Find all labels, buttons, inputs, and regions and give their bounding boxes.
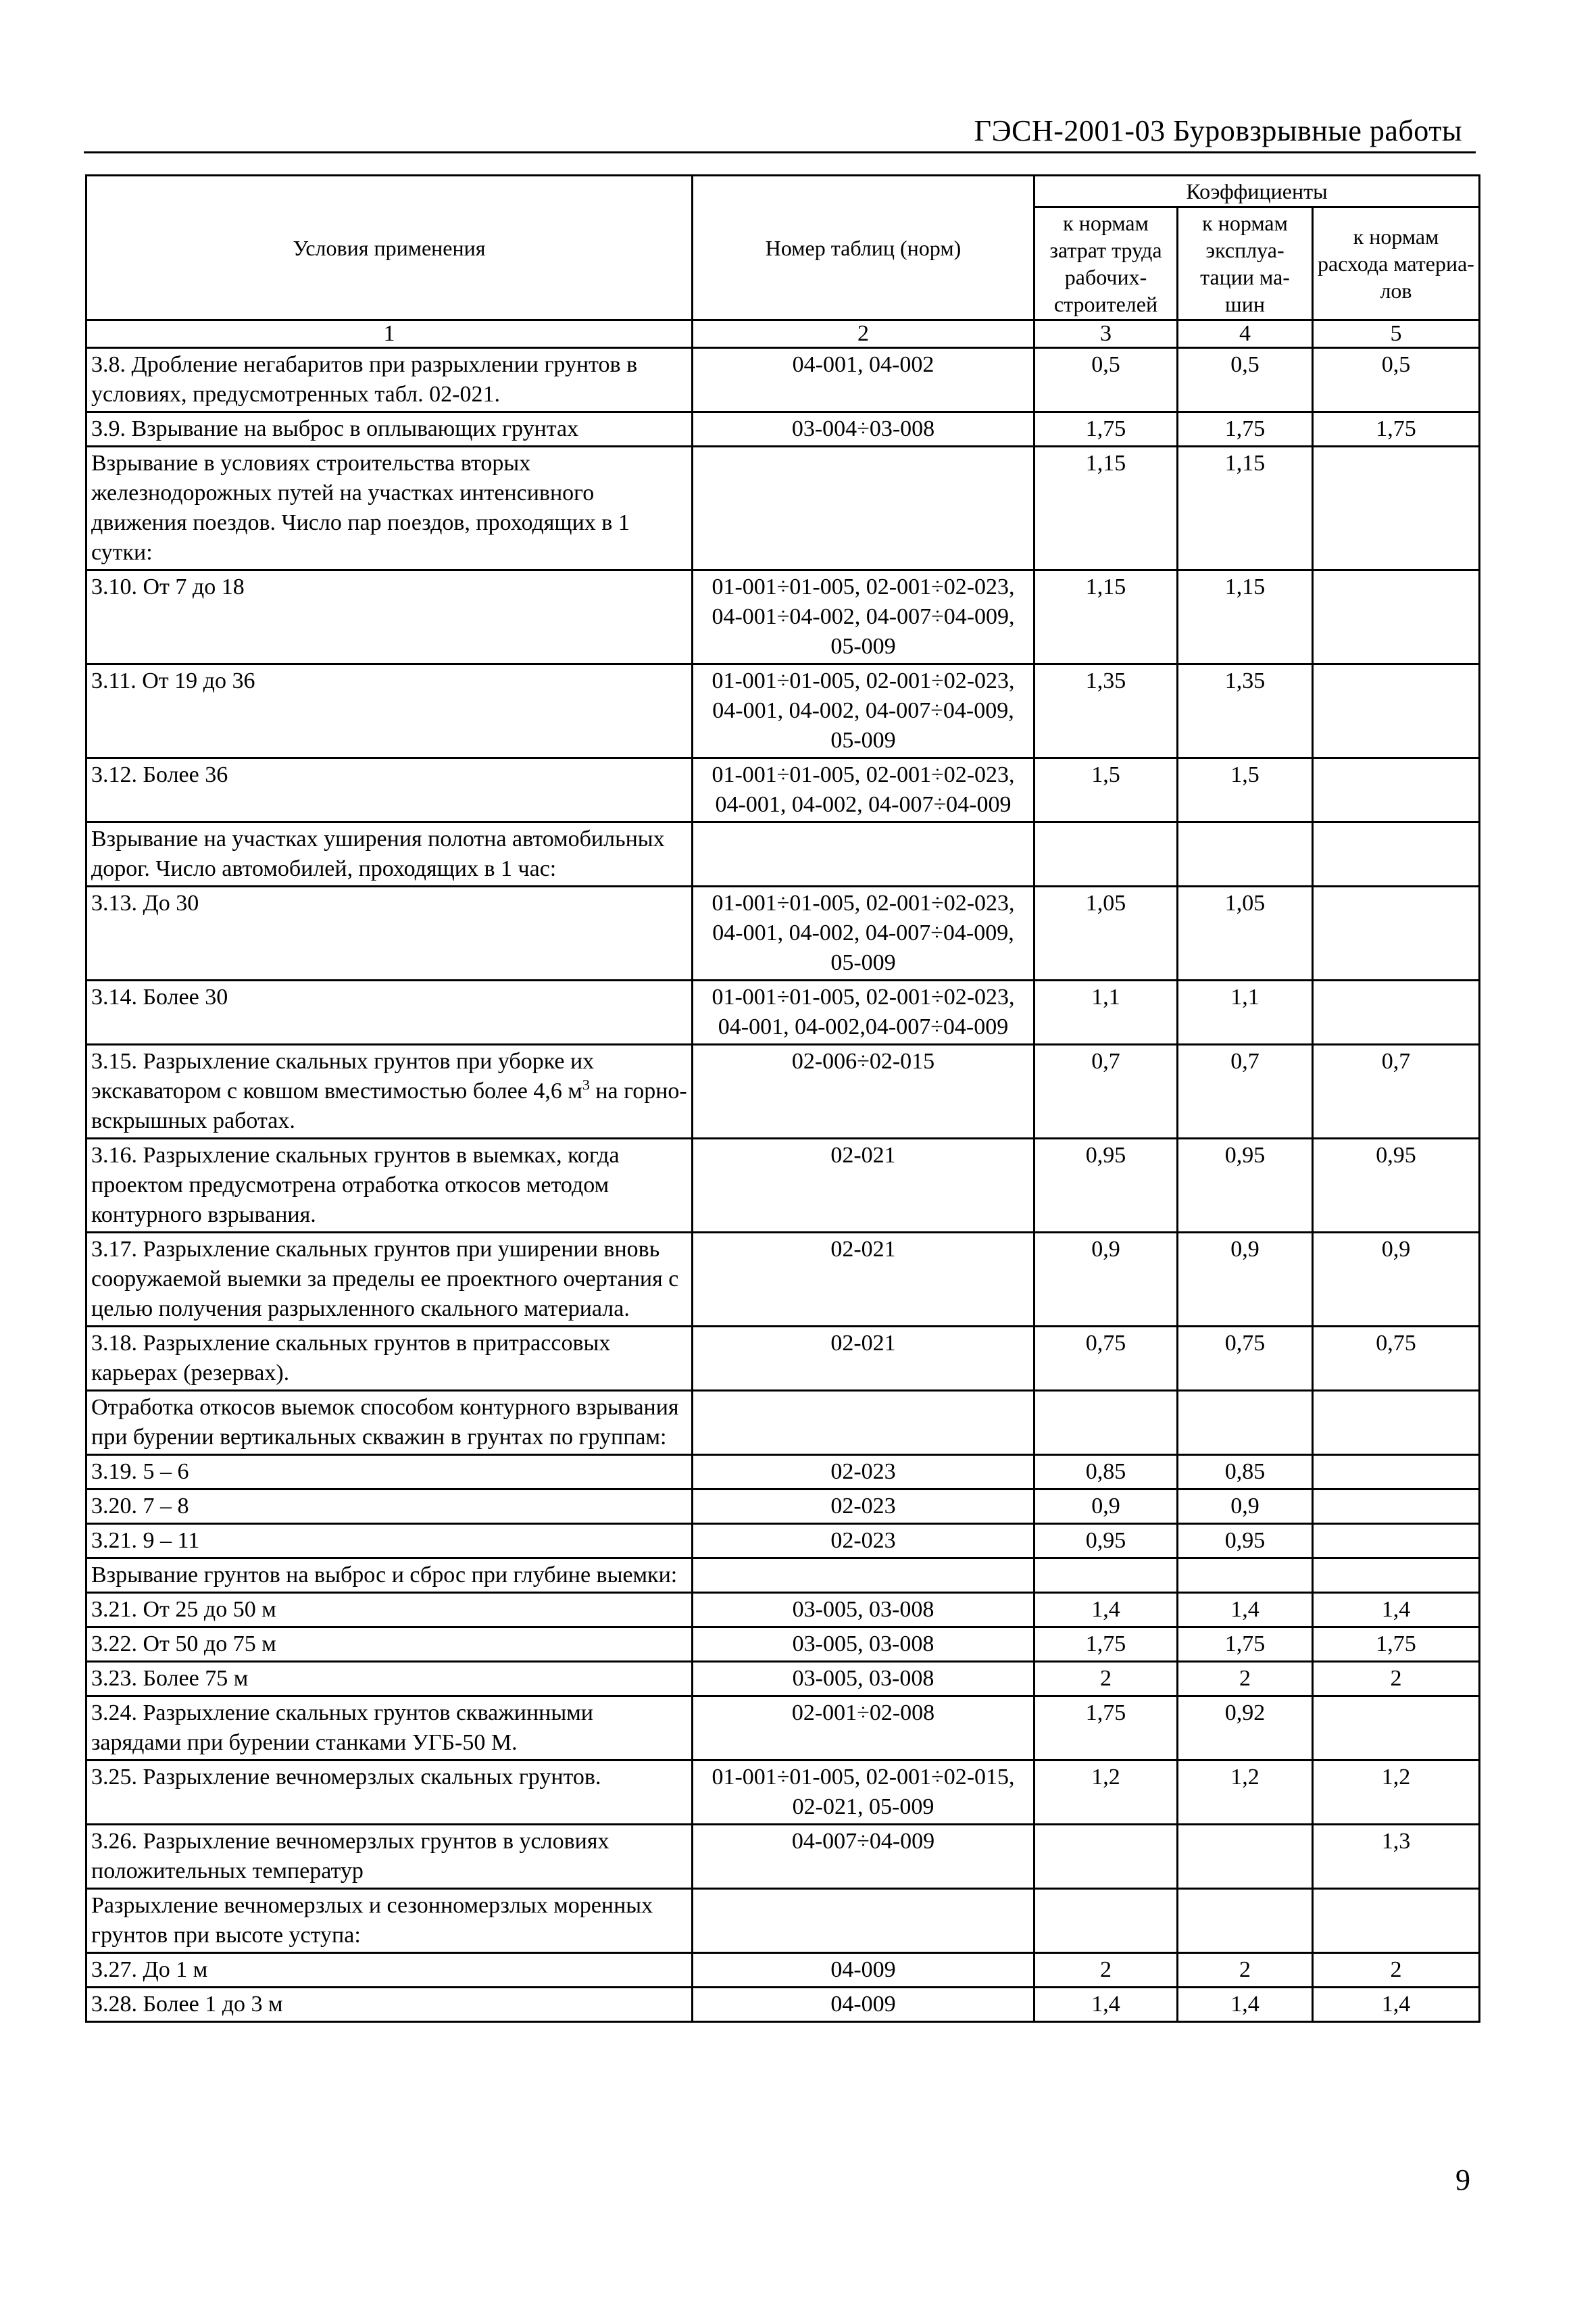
table-row [86, 1045, 1480, 1139]
page-number: 9 [1455, 2163, 1470, 2196]
coefficients-table [85, 174, 1480, 2023]
materials-coefficient-cell [1313, 1558, 1480, 1593]
condition-cell: Взрывание в условиях строительства вторых железнодорожных путей на участках интенсивного движения поездов. Число пар поездов, проходящих в 1 сутки: [86, 447, 693, 570]
machines-coefficient-cell: 1,4 [1178, 1988, 1313, 2022]
table-numbers-cell: 01-001÷01-005, 02-001÷02-023, 04-001, 04-002,04-007÷04-009 [693, 981, 1034, 1045]
machines-coefficient-cell: 1,5 [1178, 758, 1313, 822]
table-row [86, 447, 1480, 570]
labor-coefficient-cell: 1,05 [1034, 887, 1178, 981]
condition-cell: 3.16. Разрыхление скальных грунтов в выемках, когда проектом предусмотрена отработка откосов методом контурного взрывания. [86, 1139, 693, 1233]
table-row [86, 1696, 1480, 1761]
header-coefficients: Коэффициенты [1034, 176, 1480, 207]
materials-coefficient-cell [1313, 1455, 1480, 1490]
labor-coefficient-cell: 0,95 [1034, 1139, 1178, 1233]
labor-coefficient-cell: 2 [1034, 1953, 1178, 1988]
condition-cell: Разрыхление вечномерзлых и сезонномерзлых моренных грунтов при высоте уступа: [86, 1889, 693, 1953]
condition-cell: 3.10. От 7 до 18 [86, 570, 693, 664]
table-row [86, 1662, 1480, 1696]
table-numbers-cell: 02-023 [693, 1524, 1034, 1558]
machines-coefficient-cell: 1,15 [1178, 570, 1313, 664]
table-row [86, 758, 1480, 822]
machines-coefficient-cell: 0,9 [1178, 1233, 1313, 1327]
labor-coefficient-cell: 1,35 [1034, 664, 1178, 758]
machines-coefficient-cell: 0,95 [1178, 1139, 1313, 1233]
header-machines: к нормам эксплуа-тации ма-шин [1178, 207, 1313, 320]
labor-coefficient-cell: 0,9 [1034, 1233, 1178, 1327]
table-numbers-cell: 04-009 [693, 1988, 1034, 2022]
table-numbers-cell: 01-001÷01-005, 02-001÷02-023, 04-001, 04-002, 04-007÷04-009 [693, 758, 1034, 822]
running-title: ГЭСН-2001-03 Буровзрывные работы [974, 114, 1462, 147]
labor-coefficient-cell: 1,5 [1034, 758, 1178, 822]
table-numbers-cell [693, 1558, 1034, 1593]
labor-coefficient-cell [1034, 1391, 1178, 1455]
materials-coefficient-cell: 0,5 [1313, 348, 1480, 412]
column-number: 2 [693, 320, 1034, 348]
machines-coefficient-cell: 0,75 [1178, 1327, 1313, 1391]
machines-coefficient-cell [1178, 822, 1313, 887]
materials-coefficient-cell [1313, 664, 1480, 758]
table-numbers-cell: 01-001÷01-005, 02-001÷02-015, 02-021, 05-009 [693, 1761, 1034, 1825]
table-numbers-cell: 03-005, 03-008 [693, 1593, 1034, 1627]
machines-coefficient-cell [1178, 1889, 1313, 1953]
condition-cell: 3.11. От 19 до 36 [86, 664, 693, 758]
table-numbers-cell [693, 822, 1034, 887]
materials-coefficient-cell [1313, 570, 1480, 664]
labor-coefficient-cell: 1,4 [1034, 1988, 1178, 2022]
labor-coefficient-cell: 0,9 [1034, 1490, 1178, 1524]
condition-cell: 3.26. Разрыхление вечномерзлых грунтов в условиях положительных температур [86, 1825, 693, 1889]
materials-coefficient-cell: 0,9 [1313, 1233, 1480, 1327]
header-conditions: Условия применения [86, 176, 693, 320]
table-row [86, 1490, 1480, 1524]
condition-cell: 3.8. Дробление негабаритов при разрыхлении грунтов в условиях, предусмотренных табл. 02-021. [86, 348, 693, 412]
condition-cell: 3.13. До 30 [86, 887, 693, 981]
table-row [86, 412, 1480, 447]
table-numbers-cell: 01-001÷01-005, 02-001÷02-023, 04-001, 04-002, 04-007÷04-009, 05-009 [693, 887, 1034, 981]
materials-coefficient-cell: 1,75 [1313, 412, 1480, 447]
materials-coefficient-cell [1313, 1490, 1480, 1524]
machines-coefficient-cell: 1,4 [1178, 1593, 1313, 1627]
machines-coefficient-cell [1178, 1825, 1313, 1889]
materials-coefficient-cell: 2 [1313, 1953, 1480, 1988]
condition-cell: 3.14. Более 30 [86, 981, 693, 1045]
table-row [86, 1988, 1480, 2022]
condition-cell: Отработка откосов выемок способом контурного взрывания при бурении вертикальных скважин в грунтах по группам: [86, 1391, 693, 1455]
condition-cell: 3.12. Более 36 [86, 758, 693, 822]
table-numbers-cell: 01-001÷01-005, 02-001÷02-023, 04-001, 04-002, 04-007÷04-009, 05-009 [693, 664, 1034, 758]
labor-coefficient-cell: 0,85 [1034, 1455, 1178, 1490]
table-row [86, 1889, 1480, 1953]
machines-coefficient-cell: 0,85 [1178, 1455, 1313, 1490]
table-numbers-cell: 02-023 [693, 1490, 1034, 1524]
column-number: 1 [86, 320, 693, 348]
table-row [86, 887, 1480, 981]
table-numbers-cell: 04-001, 04-002 [693, 348, 1034, 412]
table-row [86, 1825, 1480, 1889]
table-numbers-cell: 01-001÷01-005, 02-001÷02-023, 04-001÷04-002, 04-007÷04-009, 05-009 [693, 570, 1034, 664]
condition-cell: 3.17. Разрыхление скальных грунтов при уширении вновь сооружаемой выемки за пределы ее проектного очертания с целью получения разрыхленного скального материала. [86, 1233, 693, 1327]
column-number: 5 [1313, 320, 1480, 348]
table-row [86, 822, 1480, 887]
materials-coefficient-cell: 0,95 [1313, 1139, 1480, 1233]
table-numbers-cell: 03-005, 03-008 [693, 1662, 1034, 1696]
table-row [86, 1593, 1480, 1627]
table-numbers-cell: 02-023 [693, 1455, 1034, 1490]
materials-coefficient-cell [1313, 447, 1480, 570]
table-numbers-cell [693, 447, 1034, 570]
table-row [86, 1327, 1480, 1391]
table-numbers-cell: 02-006÷02-015 [693, 1045, 1034, 1139]
machines-coefficient-cell: 0,9 [1178, 1490, 1313, 1524]
table-row [86, 1761, 1480, 1825]
labor-coefficient-cell: 1,15 [1034, 570, 1178, 664]
materials-coefficient-cell [1313, 822, 1480, 887]
machines-coefficient-cell [1178, 1558, 1313, 1593]
table-numbers-cell: 04-007÷04-009 [693, 1825, 1034, 1889]
table-row [86, 1524, 1480, 1558]
table-row [86, 981, 1480, 1045]
condition-cell: 3.28. Более 1 до 3 м [86, 1988, 693, 2022]
table-row [86, 1391, 1480, 1455]
labor-coefficient-cell [1034, 1558, 1178, 1593]
header-materials: к нормам расхода материа-лов [1313, 207, 1480, 320]
table-row [86, 570, 1480, 664]
table-row [86, 1627, 1480, 1662]
labor-coefficient-cell: 0,75 [1034, 1327, 1178, 1391]
labor-coefficient-cell: 2 [1034, 1662, 1178, 1696]
table-row [86, 1455, 1480, 1490]
condition-text-tail: на горно-вскрышных работах. [91, 1079, 687, 1133]
machines-coefficient-cell: 0,5 [1178, 348, 1313, 412]
labor-coefficient-cell: 1,1 [1034, 981, 1178, 1045]
materials-coefficient-cell [1313, 887, 1480, 981]
labor-coefficient-cell: 0,7 [1034, 1045, 1178, 1139]
materials-coefficient-cell [1313, 981, 1480, 1045]
condition-cell: 3.22. От 50 до 75 м [86, 1627, 693, 1662]
table-numbers-cell: 02-021 [693, 1139, 1034, 1233]
condition-cell: 3.24. Разрыхление скальных грунтов скважинными зарядами при бурении станками УГБ-50 М. [86, 1696, 693, 1761]
machines-coefficient-cell: 1,05 [1178, 887, 1313, 981]
condition-cell: 3.19. 5 – 6 [86, 1455, 693, 1490]
column-number: 3 [1034, 320, 1178, 348]
labor-coefficient-cell [1034, 1825, 1178, 1889]
materials-coefficient-cell: 1,4 [1313, 1593, 1480, 1627]
table-body [86, 348, 1480, 2022]
materials-coefficient-cell: 1,75 [1313, 1627, 1480, 1662]
machines-coefficient-cell [1178, 1391, 1313, 1455]
condition-cell: 3.23. Более 75 м [86, 1662, 693, 1696]
table-numbers-cell: 02-001÷02-008 [693, 1696, 1034, 1761]
labor-coefficient-cell [1034, 1889, 1178, 1953]
machines-coefficient-cell: 1,35 [1178, 664, 1313, 758]
condition-text: 3.15. Разрыхление скальных грунтов при уборке их экскаватором с ковшом вместимостью более 4,6 м [91, 1049, 595, 1104]
unit-superscript: 3 [582, 1076, 590, 1093]
labor-coefficient-cell: 1,75 [1034, 1627, 1178, 1662]
materials-coefficient-cell: 0,7 [1313, 1045, 1480, 1139]
table-numbers-cell [693, 1889, 1034, 1953]
materials-coefficient-cell [1313, 1524, 1480, 1558]
materials-coefficient-cell: 2 [1313, 1662, 1480, 1696]
labor-coefficient-cell: 1,15 [1034, 447, 1178, 570]
machines-coefficient-cell: 0,92 [1178, 1696, 1313, 1761]
header-labor: к нормам затрат труда рабочих-строителей [1034, 207, 1178, 320]
table-row [86, 1139, 1480, 1233]
labor-coefficient-cell: 1,4 [1034, 1593, 1178, 1627]
machines-coefficient-cell: 1,2 [1178, 1761, 1313, 1825]
condition-cell: Взрывание на участках уширения полотна автомобильных дорог. Число автомобилей, проходящих в 1 час: [86, 822, 693, 887]
condition-cell: 3.20. 7 – 8 [86, 1490, 693, 1524]
materials-coefficient-cell: 1,2 [1313, 1761, 1480, 1825]
table-numbers-cell: 02-021 [693, 1233, 1034, 1327]
table-numbers-cell: 04-009 [693, 1953, 1034, 1988]
table-row [86, 1953, 1480, 1988]
condition-cell: Взрывание грунтов на выброс и сброс при глубине выемки: [86, 1558, 693, 1593]
table-row [86, 1558, 1480, 1593]
materials-coefficient-cell [1313, 1696, 1480, 1761]
materials-coefficient-cell [1313, 1391, 1480, 1455]
machines-coefficient-cell: 1,1 [1178, 981, 1313, 1045]
labor-coefficient-cell: 1,75 [1034, 412, 1178, 447]
table-numbers-cell [693, 1391, 1034, 1455]
materials-coefficient-cell: 1,4 [1313, 1988, 1480, 2022]
table-numbers-cell: 02-021 [693, 1327, 1034, 1391]
table-row [86, 1233, 1480, 1327]
materials-coefficient-cell [1313, 1889, 1480, 1953]
machines-coefficient-cell: 1,75 [1178, 412, 1313, 447]
header-rule [84, 151, 1476, 153]
machines-coefficient-cell: 1,15 [1178, 447, 1313, 570]
materials-coefficient-cell: 0,75 [1313, 1327, 1480, 1391]
labor-coefficient-cell: 0,95 [1034, 1524, 1178, 1558]
labor-coefficient-cell: 0,5 [1034, 348, 1178, 412]
condition-cell: 3.21. От 25 до 50 м [86, 1593, 693, 1627]
machines-coefficient-cell: 2 [1178, 1953, 1313, 1988]
column-number: 4 [1178, 320, 1313, 348]
table-numbers-cell: 03-005, 03-008 [693, 1627, 1034, 1662]
materials-coefficient-cell: 1,3 [1313, 1825, 1480, 1889]
condition-cell: 3.9. Взрывание на выброс в оплывающих грунтах [86, 412, 693, 447]
machines-coefficient-cell: 1,75 [1178, 1627, 1313, 1662]
column-number-row [86, 320, 1480, 348]
machines-coefficient-cell: 0,7 [1178, 1045, 1313, 1139]
header-table-numbers: Номер таблиц (норм) [693, 176, 1034, 320]
condition-cell: 3.21. 9 – 11 [86, 1524, 693, 1558]
machines-coefficient-cell: 0,95 [1178, 1524, 1313, 1558]
labor-coefficient-cell: 1,2 [1034, 1761, 1178, 1825]
condition-cell [86, 1045, 693, 1139]
table-numbers-cell: 03-004÷03-008 [693, 412, 1034, 447]
labor-coefficient-cell [1034, 822, 1178, 887]
table-row [86, 348, 1480, 412]
materials-coefficient-cell [1313, 758, 1480, 822]
coefficients-table-wrap [85, 174, 1478, 2023]
table-row [86, 664, 1480, 758]
labor-coefficient-cell: 1,75 [1034, 1696, 1178, 1761]
condition-cell: 3.27. До 1 м [86, 1953, 693, 1988]
condition-cell: 3.18. Разрыхление скальных грунтов в притрассовых карьерах (резервах). [86, 1327, 693, 1391]
condition-cell: 3.25. Разрыхление вечномерзлых скальных грунтов. [86, 1761, 693, 1825]
machines-coefficient-cell: 2 [1178, 1662, 1313, 1696]
